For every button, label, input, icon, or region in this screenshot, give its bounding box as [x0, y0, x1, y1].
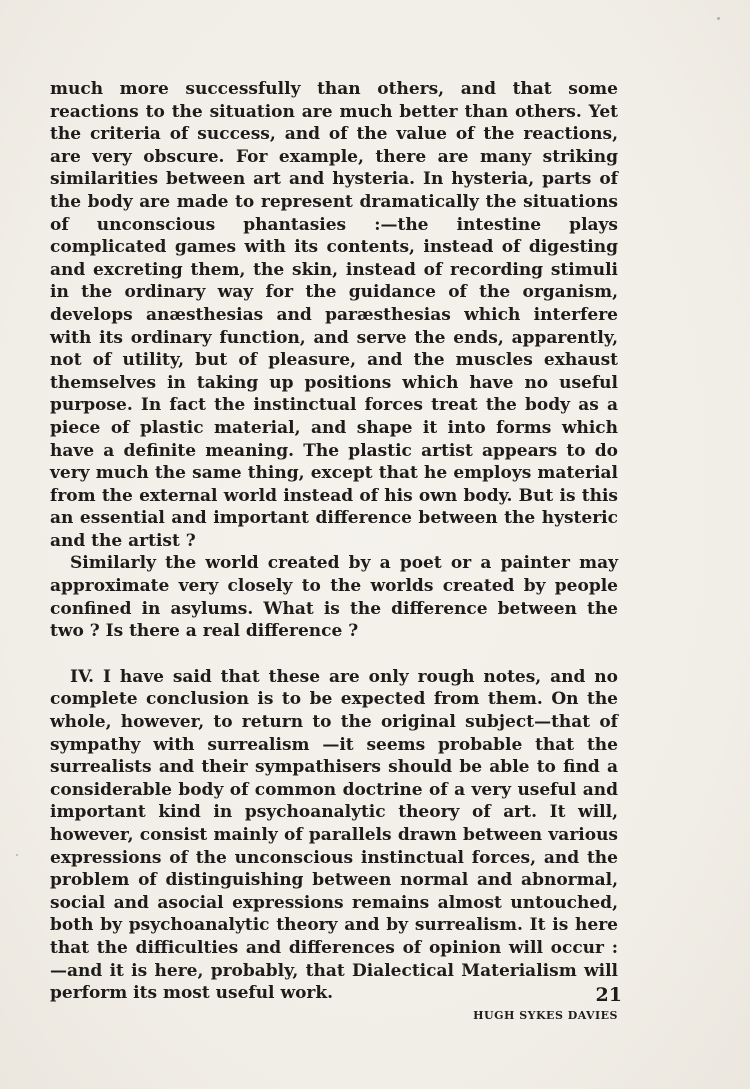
paragraph-section-iv: IV. I have said that these are only rough notes, and no complete conclusion is to be expected from them. On the whole, however, to return to the original subject—that of sympathy with surrealism —it seems probable that the surrealists and their sympathisers should be able to find a considerable body of common doctrine of a very useful and important kind in psychoanalytic theory of art. It will, however, consist mainly of parallels drawn between various expressions of the unconscious instinctual forces, and the problem of distinguishing between normal and abnormal, social and asocial expressions remains almost untouched, both by psychoanalytic theory and by surrealism. It is here that the difficulties and differences of opinion will occur :—and it is here, probably, that Dialectical Materialism will perform its most useful work.: [50, 666, 618, 1004]
paragraph-asylums: Similarly the world created by a poet or a painter may approximate very closely to the worlds created by people confined in asylums. What is the difference between the two ? Is there a real difference ?: [50, 553, 618, 642]
section-divider: [50, 643, 618, 666]
paper-speck: [717, 17, 720, 20]
paragraph-continuation: much more successfully than others, and that some reactions to the situation are much better than others. Yet the criteria of success, and of the value of the reactions, are very obscure. For example, there are many striking similarities between art and hysteria. In hysteria, parts of the body are made to represent dramatically the situations of unconscious phantasies :—the intestine plays complicated games with its contents, instead of digesting and excreting them, the skin, instead of recording stimuli in the ordinary way for the guidance of the organism, develops anæsthesias and paræsthesias which interfere with its ordinary function, and serve the ends, apparently, not of utility, but of pleasure, and the muscles exhaust themselves in taking up positions which have no useful purpose. In fact the instinctual forces treat the body as a piece of plastic material, and shape it into forms which have a definite meaning. The plastic artist appears to do very much the same thing, except that he employs material from the external world instead of his own body. But is this an essential and important difference between the hysteric and the artist ?: [50, 79, 618, 551]
page-number: 21: [595, 984, 622, 1006]
author-signature: HUGH SYKES DAVIES: [473, 1008, 618, 1022]
article-body: [50, 78, 618, 1025]
paper-speck: [16, 854, 18, 856]
